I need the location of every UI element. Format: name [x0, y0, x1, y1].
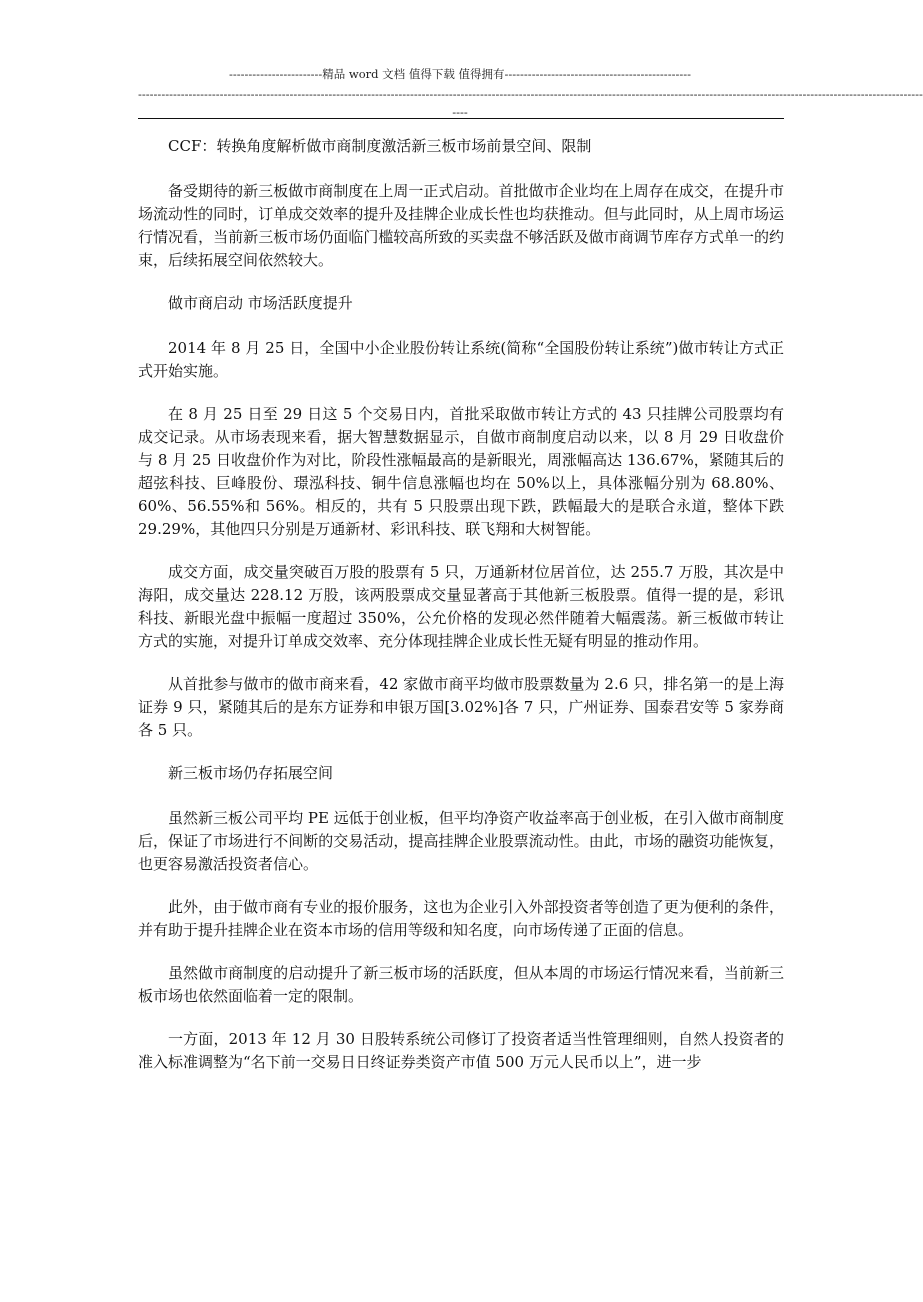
section-heading: 新三板市场仍存拓展空间 [168, 764, 334, 782]
paragraph: 此外，由于做市商有专业的报价服务，这也为企业引入外部投资者等创造了更为便利的条件，并有助于提升挂牌企业在资本市场的信用等级和知名度，向市场传递了正面的信息。 [138, 898, 784, 939]
document-title: CCF：转换角度解析做市商制度激活新三板市场前景空间、限制 [168, 137, 592, 155]
paragraph: 从首批参与做市的做市商来看，42 家做市商平均做市股票数量为 2.6 只，排名第一的是上海证券 9 只，紧随其后的是东方证券和申银万国[3.02%]各 7 只，广州证券、国泰君安等 5 家券商各 5 只。 [138, 675, 784, 739]
section-heading: 做市商启动 市场活跃度提升 [168, 294, 353, 312]
header-dash-line: ---------------------------------------------------------------------------------------------------------------------------------------------------------------------------------------------------------- [138, 87, 923, 101]
paragraph: 虽然做市商制度的启动提升了新三板市场的活跃度，但从本周的市场运行情况来看，当前新三板市场也依然面临着一定的限制。 [138, 964, 784, 1005]
paragraph: 一方面，2013 年 12 月 30 日股转系统公司修订了投资者适当性管理细则，自然人投资者的准入标准调整为“名下前一交易日日终证券类资产市值 500 万元人民币以上”，进一步 [138, 1030, 784, 1071]
paragraph: 备受期待的新三板做市商制度在上周一正式启动。首批做市企业均在上周存在成交，在提升市场流动性的同时，订单成交效率的提升及挂牌企业成长性也均获推动。但与此同时，从上周市场运行情况看，当前新三板市场仍面临门槛较高所致的买卖盘不够活跃及做市商调节库存方式单一的约束，后续拓展空间依然较大。 [138, 182, 784, 269]
paragraph: 成交方面，成交量突破百万股的股票有 5 只，万通新材位居首位，达 255.7 万股，其次是中海阳，成交量达 228.12 万股，该两股票成交量显著高于其他新三板股票。值得一提的是，彩讯科技、新眼光盘中振幅一度超过 350%，公允价格的发现必然伴随着大幅震荡。新三板做市转让方式的实施，对提升订单成交效率、充分体现挂牌企业成长性无疑有明显的推动作用。 [138, 563, 784, 650]
paragraph: 虽然新三板公司平均 PE 远低于创业板，但平均净资产收益率高于创业板，在引入做市商制度后，保证了市场进行不间断的交易活动，提高挂牌企业股票流动性。由此，市场的融资功能恢复，也更容易激活投资者信心。 [138, 809, 784, 873]
header-line: ------------------------精品 word 文档 值得下载 值得拥有------------------------------------------------ [228, 67, 692, 81]
header-rule [138, 118, 784, 119]
paragraph: 在 8 月 25 日至 29 日这 5 个交易日内，首批采取做市转让方式的 43 只挂牌公司股票均有成交记录。从市场表现来看，据大智慧数据显示，自做市商制度启动以来，以 8 月 29 日收盘价与 8 月 25 日收盘价作为对比，阶段性涨幅最高的是新眼光，周涨幅高达 136.67%，紧随其后的超弦科技、巨峰股份、璟泓科技、铜牛信息涨幅也均在 50%以上，具体涨幅分别为 68.80%、60%、56.55%和 56%。相反的，共有 5 只股票出现下跌，跌幅最大的是联合永道，整体下跌 29.29%，其他四只分别是万通新材、彩讯科技、联飞翔和大树智能。 [138, 405, 784, 538]
header-dash-tail: ---- [452, 105, 468, 119]
document-body [138, 135, 784, 1094]
paragraph: 2014 年 8 月 25 日，全国中小企业股份转让系统(简称“全国股份转让系统”)做市转让方式正式开始实施。 [138, 339, 784, 380]
